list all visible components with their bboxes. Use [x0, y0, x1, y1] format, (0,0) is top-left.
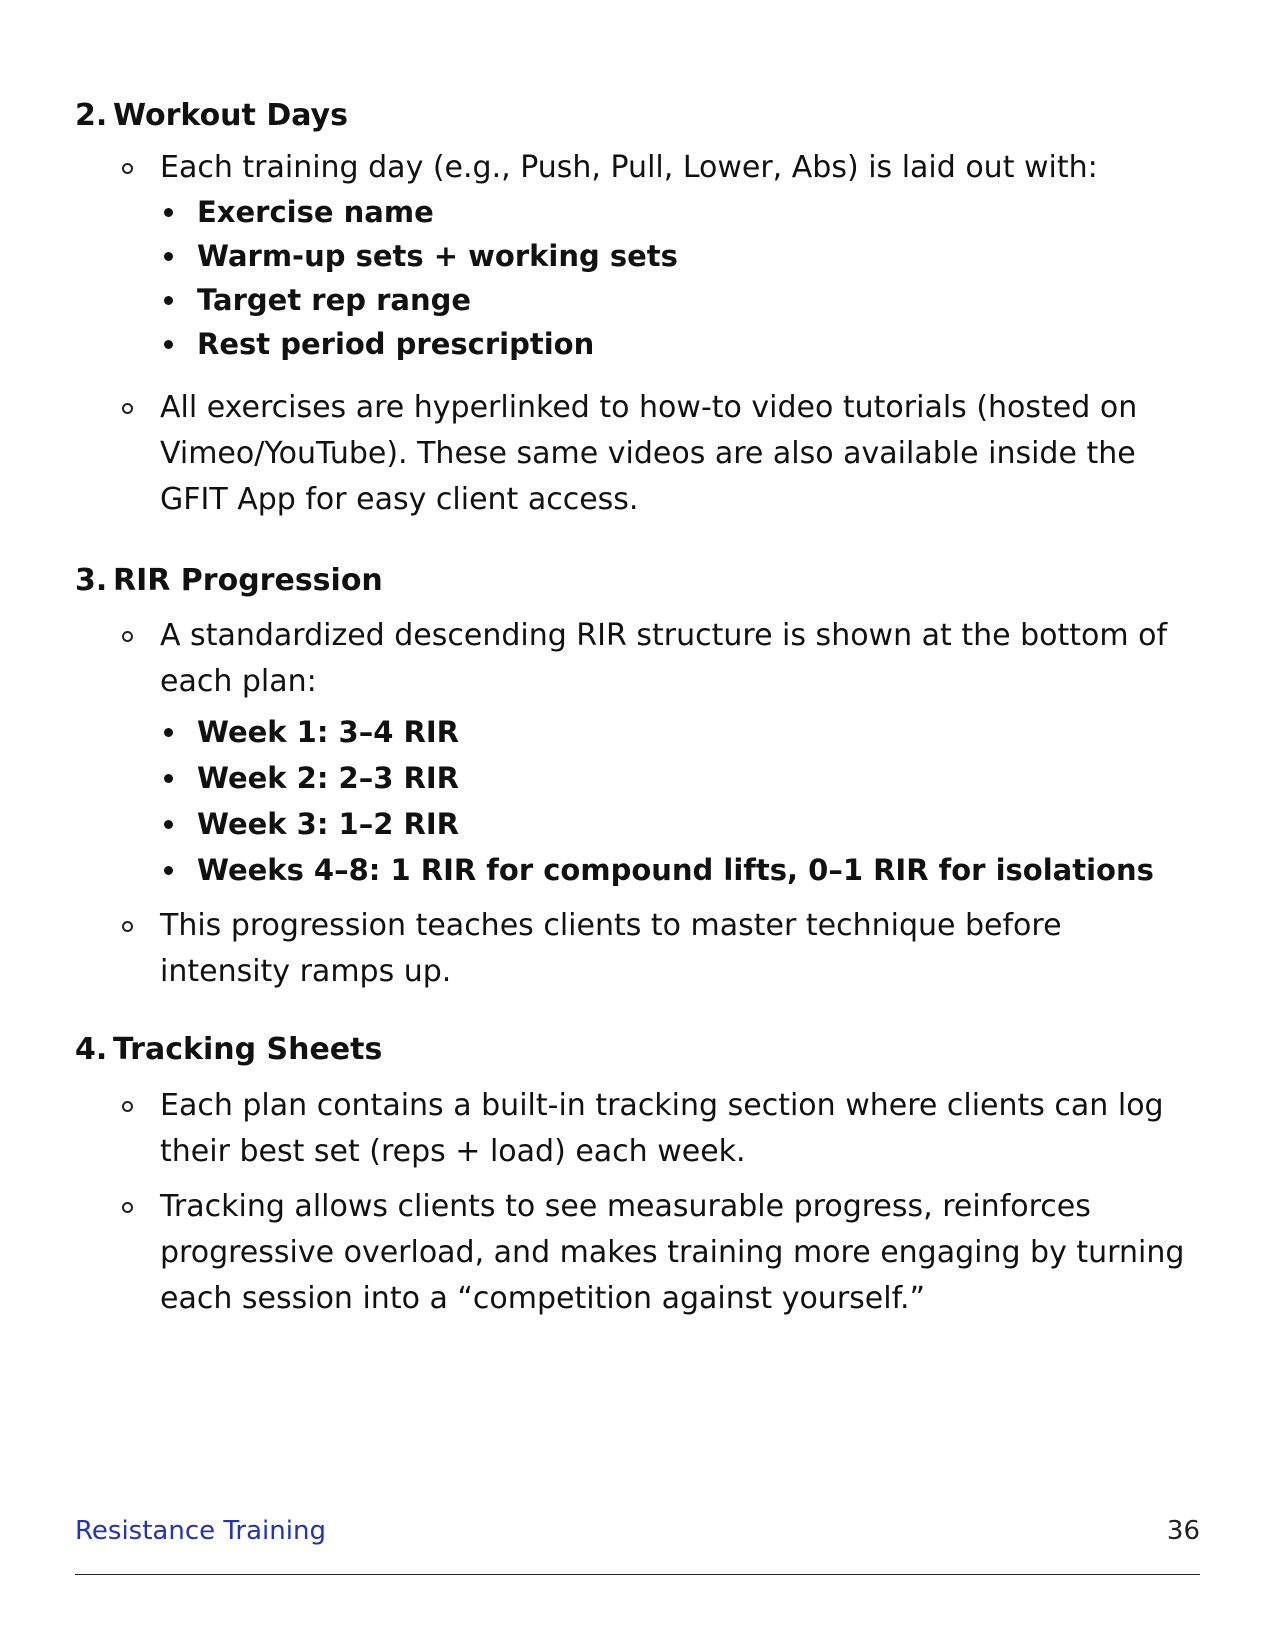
hollow-bullet-icon — [122, 1202, 133, 1213]
list-item-text: A standardized descending RIR structure is shown at the bottom of each plan: — [160, 618, 1168, 699]
bullet-text: Exercise name — [197, 195, 434, 229]
list-bullet — [197, 758, 459, 798]
list-bullet — [197, 324, 594, 364]
list-item — [160, 613, 1200, 705]
hollow-bullet-icon — [122, 1101, 133, 1112]
bullet-icon — [164, 252, 173, 261]
hollow-bullet-icon — [122, 403, 133, 414]
section-title: Tracking Sheets — [113, 1032, 383, 1067]
hollow-bullet-icon — [122, 921, 133, 932]
list-bullet — [197, 850, 1154, 890]
section-number: 2. — [75, 98, 108, 133]
bullet-text: Rest period prescription — [197, 327, 595, 361]
list-item-text: Tracking allows clients to see measurable progress, reinforces progressive overload, and makes training more engaging by turning each session into a “competition against yourself.” — [160, 1189, 1185, 1316]
bullet-text: Warm-up sets + working sets — [197, 239, 678, 273]
bullet-text: Week 1: 3–4 RIR — [197, 715, 459, 749]
list-item-text: This progression teaches clients to master technique before intensity ramps up. — [160, 908, 1062, 989]
bullet-icon — [164, 728, 173, 737]
footer-section-label: Resistance Training — [75, 1516, 326, 1546]
bullet-text: Target rep range — [197, 283, 472, 317]
list-bullet — [197, 236, 678, 276]
section-heading-rir-progression — [75, 561, 383, 601]
list-item — [160, 385, 1200, 523]
list-item-text: All exercises are hyperlinked to how-to video tutorials (hosted on Vimeo/YouTube). These same videos are also available inside the GFIT App for easy client access. — [160, 390, 1138, 517]
list-bullet — [197, 280, 471, 320]
bullet-icon — [164, 866, 173, 875]
bullet-icon — [164, 208, 173, 217]
list-item — [160, 145, 1200, 191]
bullet-text: Week 2: 2–3 RIR — [197, 761, 459, 795]
footer-divider — [75, 1574, 1200, 1575]
bullet-icon — [164, 774, 173, 783]
list-bullet — [197, 804, 459, 844]
hollow-bullet-icon — [122, 163, 133, 174]
section-number: 4. — [75, 1032, 108, 1067]
list-item — [160, 1083, 1200, 1175]
hollow-bullet-icon — [122, 631, 133, 642]
section-title: Workout Days — [113, 98, 348, 133]
section-heading-workout-days — [75, 96, 348, 136]
list-bullet — [197, 192, 434, 232]
list-item — [160, 903, 1200, 995]
page-number: 36 — [1166, 1516, 1200, 1546]
list-bullet — [197, 712, 459, 752]
section-title: RIR Progression — [113, 563, 383, 598]
section-number: 3. — [75, 563, 108, 598]
bullet-text: Week 3: 1–2 RIR — [197, 807, 459, 841]
list-item-text: Each plan contains a built-in tracking section where clients can log their best set (reps + load) each week. — [160, 1088, 1164, 1169]
bullet-text: Weeks 4–8: 1 RIR for compound lifts, 0–1 RIR for isolations — [197, 853, 1154, 887]
bullet-icon — [164, 340, 173, 349]
list-item — [160, 1184, 1200, 1322]
list-item-text: Each training day (e.g., Push, Pull, Lower, Abs) is laid out with: — [160, 150, 1098, 185]
bullet-icon — [164, 296, 173, 305]
section-heading-tracking-sheets — [75, 1030, 382, 1070]
bullet-icon — [164, 820, 173, 829]
